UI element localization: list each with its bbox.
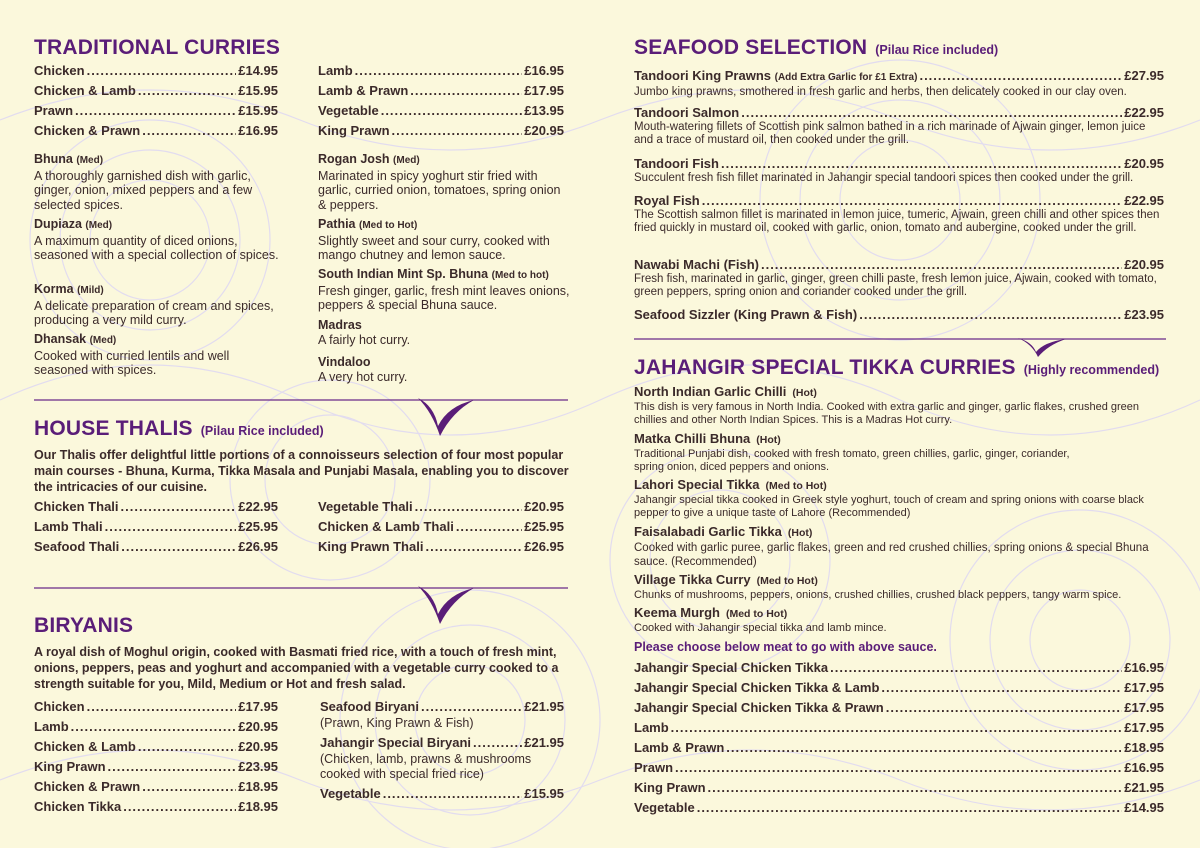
price-row: Lamb & Prawn ..... £17.95 (318, 83, 564, 98)
traditional-curries-title: TRADITIONAL CURRIES (34, 36, 281, 59)
price-row: King Prawn Thali ..... £26.95 (318, 539, 564, 554)
price-row: King Prawn ..... £20.95 (318, 123, 564, 138)
dish-madras: Madras A fairly hot curry. (318, 318, 411, 347)
price-row: Seafood Thali ..... £26.95 (34, 539, 278, 554)
jahangir-biryani-desc: (Chicken, lamb, prawns & mushrooms cooked with special fried rice) (320, 752, 532, 781)
house-thalis-subtitle: (Pilau Rice included) (200, 424, 324, 438)
dish-bhuna: Bhuna (Med) A thoroughly garnished dish with garlic, ginger, onion, mixed peppers and a few selected spices. (34, 152, 253, 212)
price-row: Lamb ..... £20.95 (34, 719, 278, 734)
house-thalis-title: HOUSE THALIS (34, 417, 193, 440)
seafood-item: Tandoori Salmon ..... £22.95 Mouth-watering fillets of Scottish pink salmon bathed in a rich marinade of Ajwain ginger, lemon juice and a trace of mustard oil, then cooked under the grill. (634, 106, 1164, 148)
seafood-item: Tandoori Fish ..... £20.95 Succulent fresh fish fillet marinated in Jahangir special tandoori spices then cooked under the grill. (634, 157, 1164, 185)
seafood-subtitle: (Pilau Rice included) (875, 43, 999, 57)
seafood-item: Nawabi Machi (Fish) ..... £20.95 Fresh fish, marinated in garlic, ginger, green chilli paste, fresh lemon juice, Ajwain, cooked with tomato, green peppers, spring onion and coriander cooked under the grill. (634, 258, 1164, 300)
price-row: Jahangir Special Biryani ..... £21.95 (320, 735, 564, 750)
seafood-item: Seafood Sizzler (King Prawn & Fish) ..... £23.95 (634, 308, 1164, 323)
tikka-subtitle: (Highly recommended) (1023, 363, 1160, 377)
price-row: Lamb Thali ..... £25.95 (34, 519, 278, 534)
price-row: Chicken Thali ..... £22.95 (34, 499, 278, 514)
dish-south-indian-mint-bhuna: South Indian Mint Sp. Bhuna (Med to hot) Fresh ginger, garlic, fresh mint leaves onions, peppers & special Bhuna sauce. (318, 267, 570, 312)
price-row: Chicken ..... £14.95 (34, 63, 278, 78)
seafood-item: Tandoori King Prawns (Add Extra Garlic for £1 Extra) ..... £27.95 Jumbo king prawns, smothered in fresh garlic and herbs, then delicately cooked in our clay oven. (634, 69, 1164, 99)
tikka-sauce: Faisalabadi Garlic Tikka (Hot) Cooked with garlic puree, garlic flakes, green and red crushed chillies, spring onions & special Bhuna sauce. (Recommended) (634, 524, 1149, 568)
seafood-heading (634, 36, 998, 60)
price-row: Prawn ..... £16.95 (634, 760, 1164, 775)
tikka-heading (634, 356, 1159, 380)
biryanis-title: BIRYANIS (34, 614, 134, 637)
price-row: Jahangir Special Chicken Tikka & Lamb ..... £17.95 (634, 680, 1164, 695)
price-row: Vegetable ..... £15.95 (320, 786, 564, 801)
seafood-item: Royal Fish ..... £22.95 The Scottish salmon fillet is marinated in lemon juice, tumeric, Ajwain, green chilli and other spices then fried quickly in mustard oil, cooked with garlic, onion, tomato and aubergine, cooked under the grill. (634, 194, 1164, 236)
dish-korma: Korma (Mild) A delicate preparation of cream and spices, producing a very mild curry. (34, 282, 274, 327)
tikka-sauce: Keema Murgh (Med to Hot) Cooked with Jahangir special tikka and lamb mince. (634, 605, 887, 634)
seafood-biryani-desc: (Prawn, King Prawn & Fish) (320, 716, 474, 730)
tikka-sauce: North Indian Garlic Chilli (Hot) This dish is very famous in North India. Cooked with extra garlic and ginger, garlic flakes, crushed green chillies and other North Indian Spices. This is a Madras Hot curry. (634, 384, 1140, 426)
dish-vindaloo: Vindaloo A very hot curry. (318, 355, 408, 384)
biryanis-heading (34, 614, 133, 638)
price-row: Chicken & Prawn ..... £16.95 (34, 123, 278, 138)
price-row: Chicken ..... £17.95 (34, 699, 278, 714)
price-row: Chicken & Lamb Thali ..... £25.95 (318, 519, 564, 534)
tikka-choose-meat-note: Please choose below meat to go with above sauce. (634, 640, 937, 654)
dish-rogan-josh: Rogan Josh (Med) Marinated in spicy yoghurt stir fried with garlic, curried onion, tomatoes, spring onion & peppers. (318, 152, 561, 212)
price-row: Chicken Tikka ..... £18.95 (34, 799, 278, 814)
dish-dupiaza: Dupiaza (Med) A maximum quantity of diced onions, seasoned with a special collection of spices. (34, 217, 279, 262)
house-thalis-heading (34, 417, 324, 441)
price-row: Prawn ..... £15.95 (34, 103, 278, 118)
price-row: Vegetable Thali ..... £20.95 (318, 499, 564, 514)
tikka-sauce: Matka Chilli Bhuna (Hot) Traditional Punjabi dish, cooked with fresh tomato, green chillies, garlic, ginger, coriander, spring onion, diced peppers and onions. (634, 431, 1070, 473)
section-divider-swoosh (634, 336, 1166, 358)
price-row: Vegetable ..... £14.95 (634, 800, 1164, 815)
price-row: Jahangir Special Chicken Tikka ..... £16.95 (634, 660, 1164, 675)
dish-dhansak: Dhansak (Med) Cooked with curried lentils and well seasoned with spices. (34, 332, 230, 377)
dish-pathia: Pathia (Med to Hot) Slightly sweet and sour curry, cooked with mango chutney and lemon sauce. (318, 217, 550, 262)
price-row: Jahangir Special Chicken Tikka & Prawn ..... £17.95 (634, 700, 1164, 715)
traditional-curries-heading (34, 36, 280, 60)
price-row: King Prawn ..... £23.95 (34, 759, 278, 774)
price-row: Lamb ..... £17.95 (634, 720, 1164, 735)
seafood-title: SEAFOOD SELECTION (634, 36, 868, 59)
tikka-title: JAHANGIR SPECIAL TIKKA CURRIES (634, 356, 1016, 379)
tikka-sauce: Lahori Special Tikka (Med to Hot) Jahangir special tikka cooked in Greek style yoghurt, touch of cream and spring onions with coarse black pepper to give a unique taste of Lahore (Recommended) (634, 477, 1144, 519)
price-row: Lamb ..... £16.95 (318, 63, 564, 78)
price-row: King Prawn ..... £21.95 (634, 780, 1164, 795)
tikka-sauce: Village Tikka Curry (Med to Hot) Chunks of mushrooms, peppers, onions, crushed chillies, crushed black peppers, tangy warm spice. (634, 572, 1122, 601)
price-row: Chicken & Prawn ..... £18.95 (34, 779, 278, 794)
price-row: Chicken & Lamb ..... £15.95 (34, 83, 278, 98)
biryanis-intro: A royal dish of Moghul origin, cooked with Basmati fried rice, with a touch of fresh mint, onions, peppers, peas and yoghurt and accompanied with a vegetable curry cooked to a strength suitable for you, Mild, Medium or Hot and fresh salad. (34, 645, 559, 691)
price-row: Chicken & Lamb ..... £20.95 (34, 739, 278, 754)
price-row: Seafood Biryani ..... £21.95 (320, 699, 564, 714)
price-row: Vegetable ..... £13.95 (318, 103, 564, 118)
house-thalis-intro: Our Thalis offer delightful little portions of a connoisseurs selection of four most popular main courses - Bhuna, Kurma, Tikka Masala and Punjabi Masala, enabling you to discover the intricacies of our cuisine. (34, 448, 569, 494)
price-row: Lamb & Prawn ..... £18.95 (634, 740, 1164, 755)
